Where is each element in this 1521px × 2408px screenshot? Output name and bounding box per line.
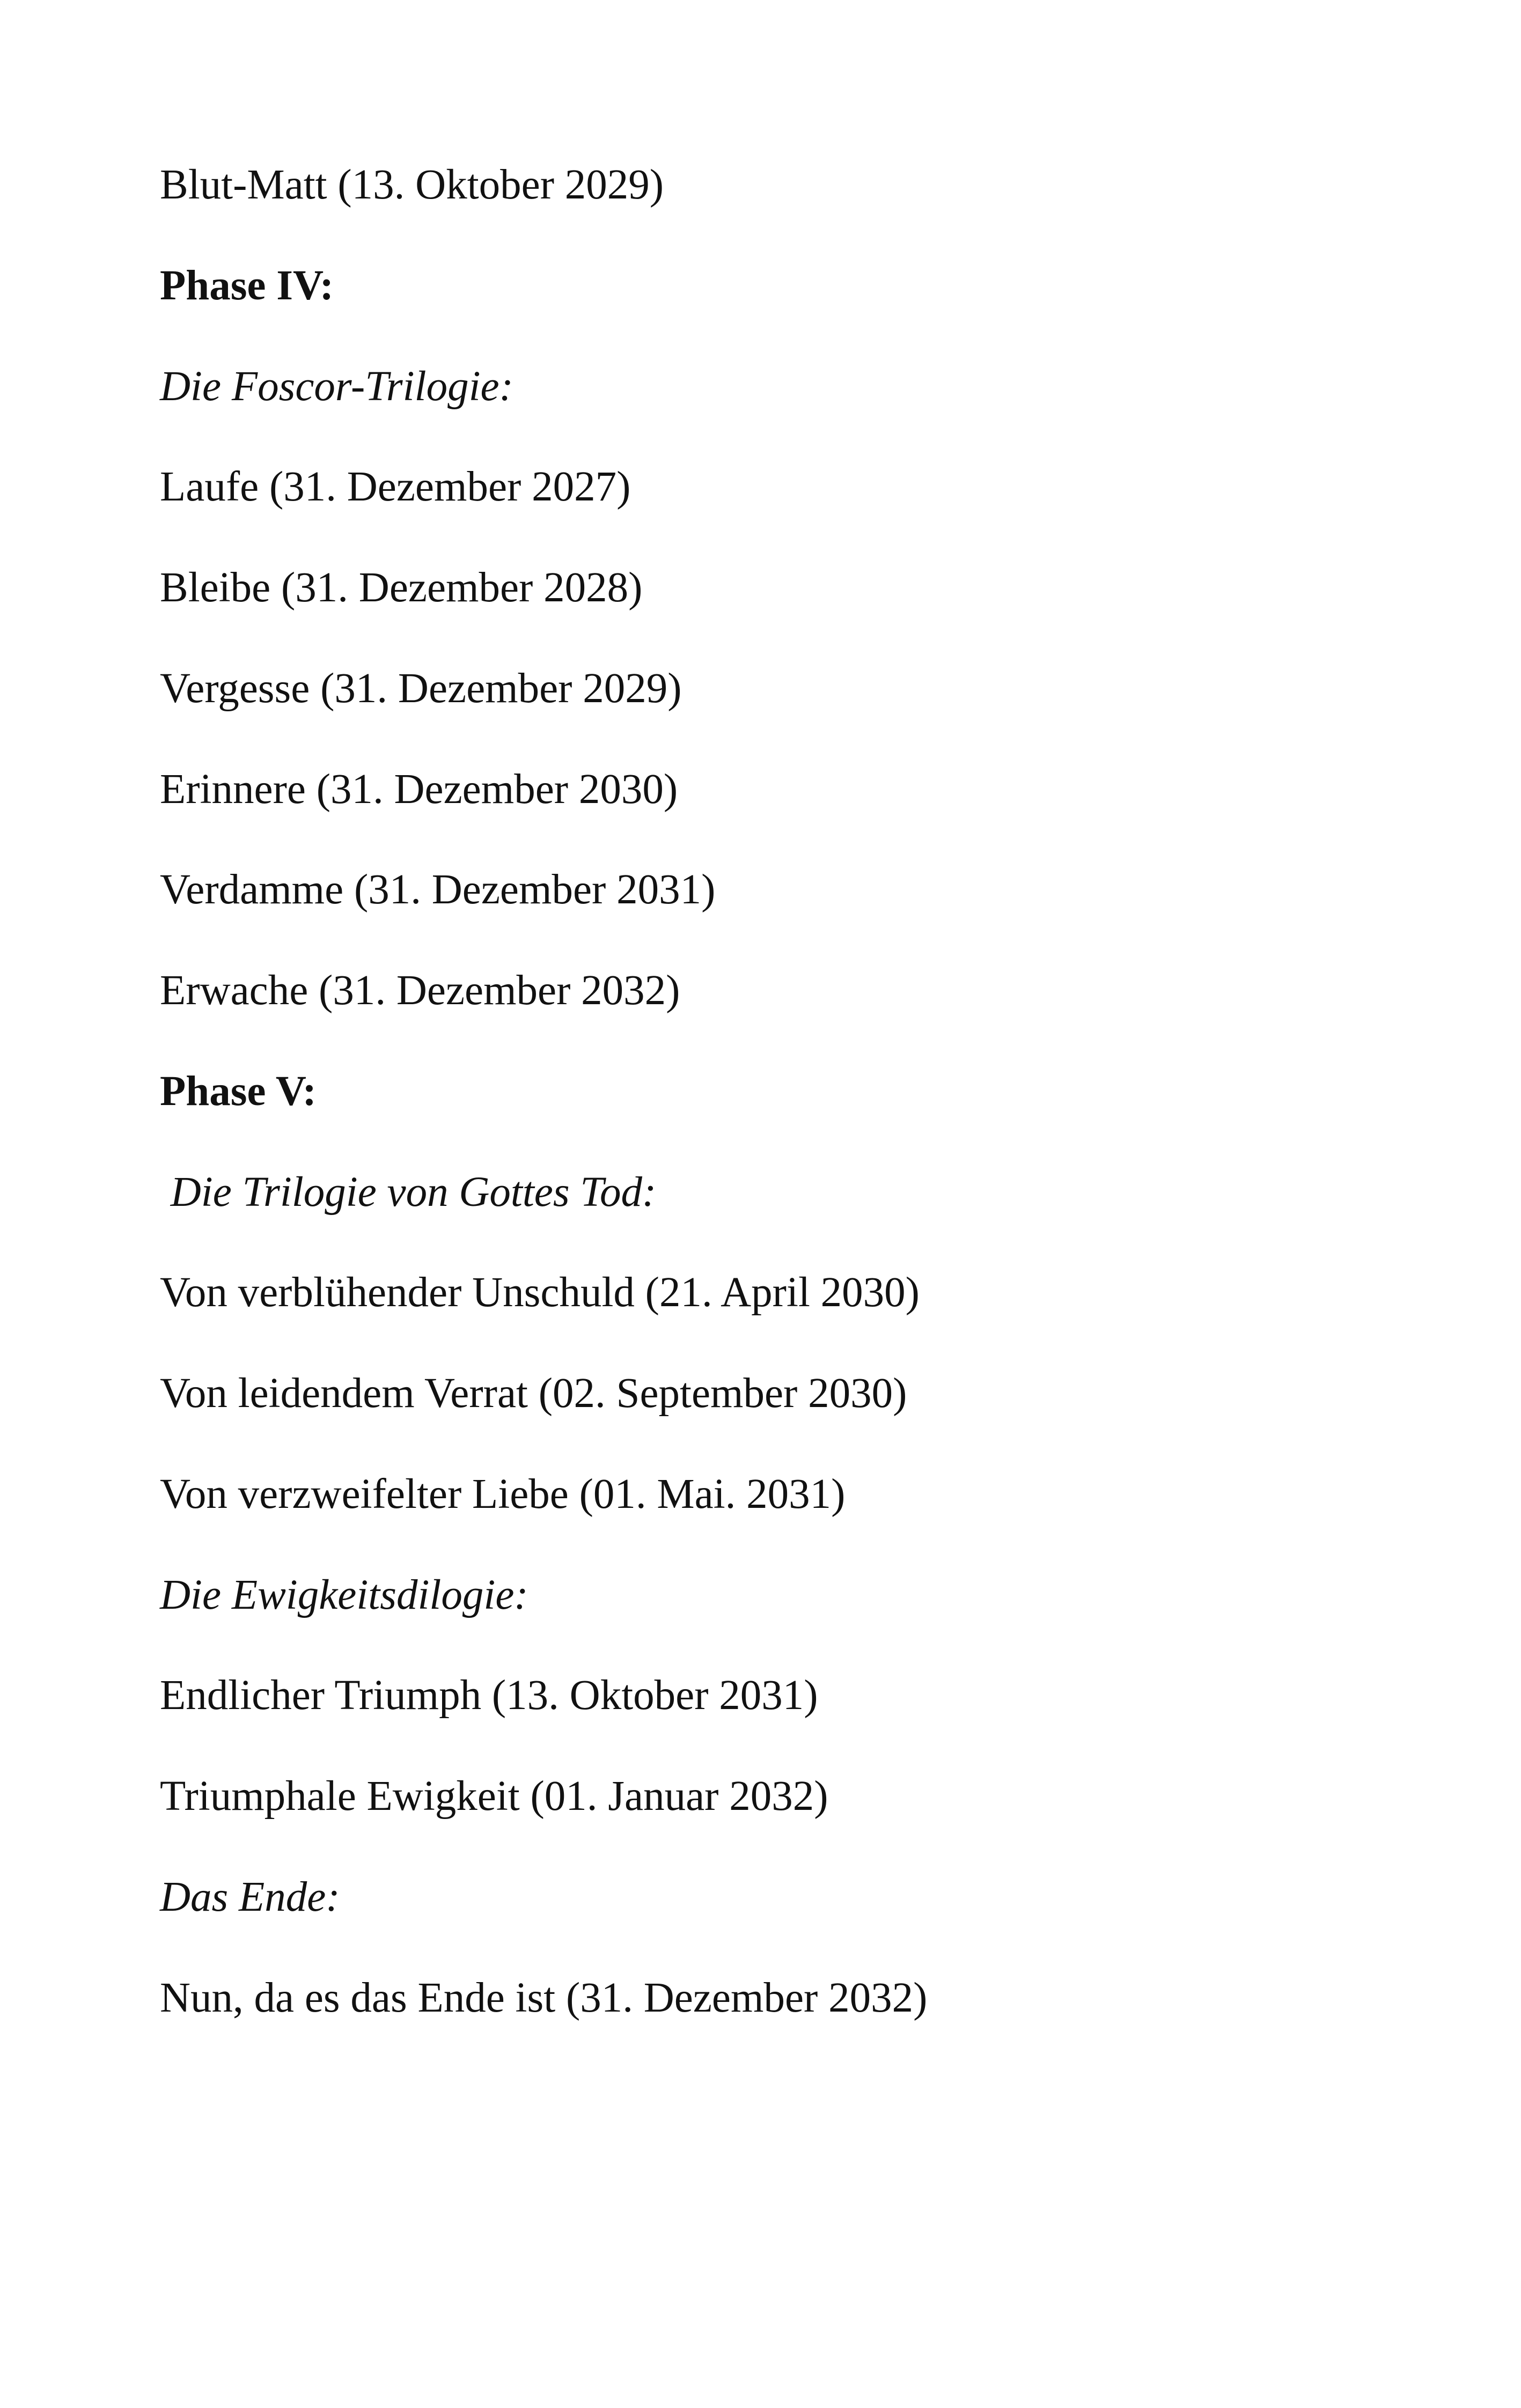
series-heading-foscor: Die Foscor-Trilogie: [160, 363, 513, 410]
series-heading-das-ende: Das Ende: [160, 1874, 340, 1920]
book-entry-verbluehender-unschuld: Von verblühender Unschuld (21. April 2030) [160, 1269, 920, 1316]
book-entry-vergesse: Vergesse (31. Dezember 2029) [160, 665, 682, 712]
book-entry-leidendem-verrat: Von leidendem Verrat (02. September 2030) [160, 1370, 907, 1417]
phase-heading-v: Phase V: [160, 1068, 317, 1115]
book-entry-verdamme: Verdamme (31. Dezember 2031) [160, 866, 716, 913]
book-entry-bleibe: Bleibe (31. Dezember 2028) [160, 564, 643, 611]
book-entry-nun-da-es-das-ende-ist: Nun, da es das Ende ist (31. Dezember 2032) [160, 1975, 928, 2021]
book-entry-laufe: Laufe (31. Dezember 2027) [160, 463, 631, 510]
book-entry-blut-matt: Blut-Matt (13. Oktober 2029) [160, 161, 664, 208]
series-heading-gottes-tod: Die Trilogie von Gottes Tod: [160, 1169, 657, 1216]
book-entry-triumphale-ewigkeit: Triumphale Ewigkeit (01. Januar 2032) [160, 1773, 828, 1820]
book-entry-erwache: Erwache (31. Dezember 2032) [160, 967, 680, 1014]
book-entry-verzweifelter-liebe: Von verzweifelter Liebe (01. Mai. 2031) [160, 1471, 846, 1518]
phase-heading-iv: Phase IV: [160, 262, 334, 309]
series-heading-ewigkeitsdilogie: Die Ewigkeitsdilogie: [160, 1572, 528, 1618]
book-entry-endlicher-triumph: Endlicher Triumph (13. Oktober 2031) [160, 1672, 818, 1719]
book-entry-erinnere: Erinnere (31. Dezember 2030) [160, 766, 678, 813]
